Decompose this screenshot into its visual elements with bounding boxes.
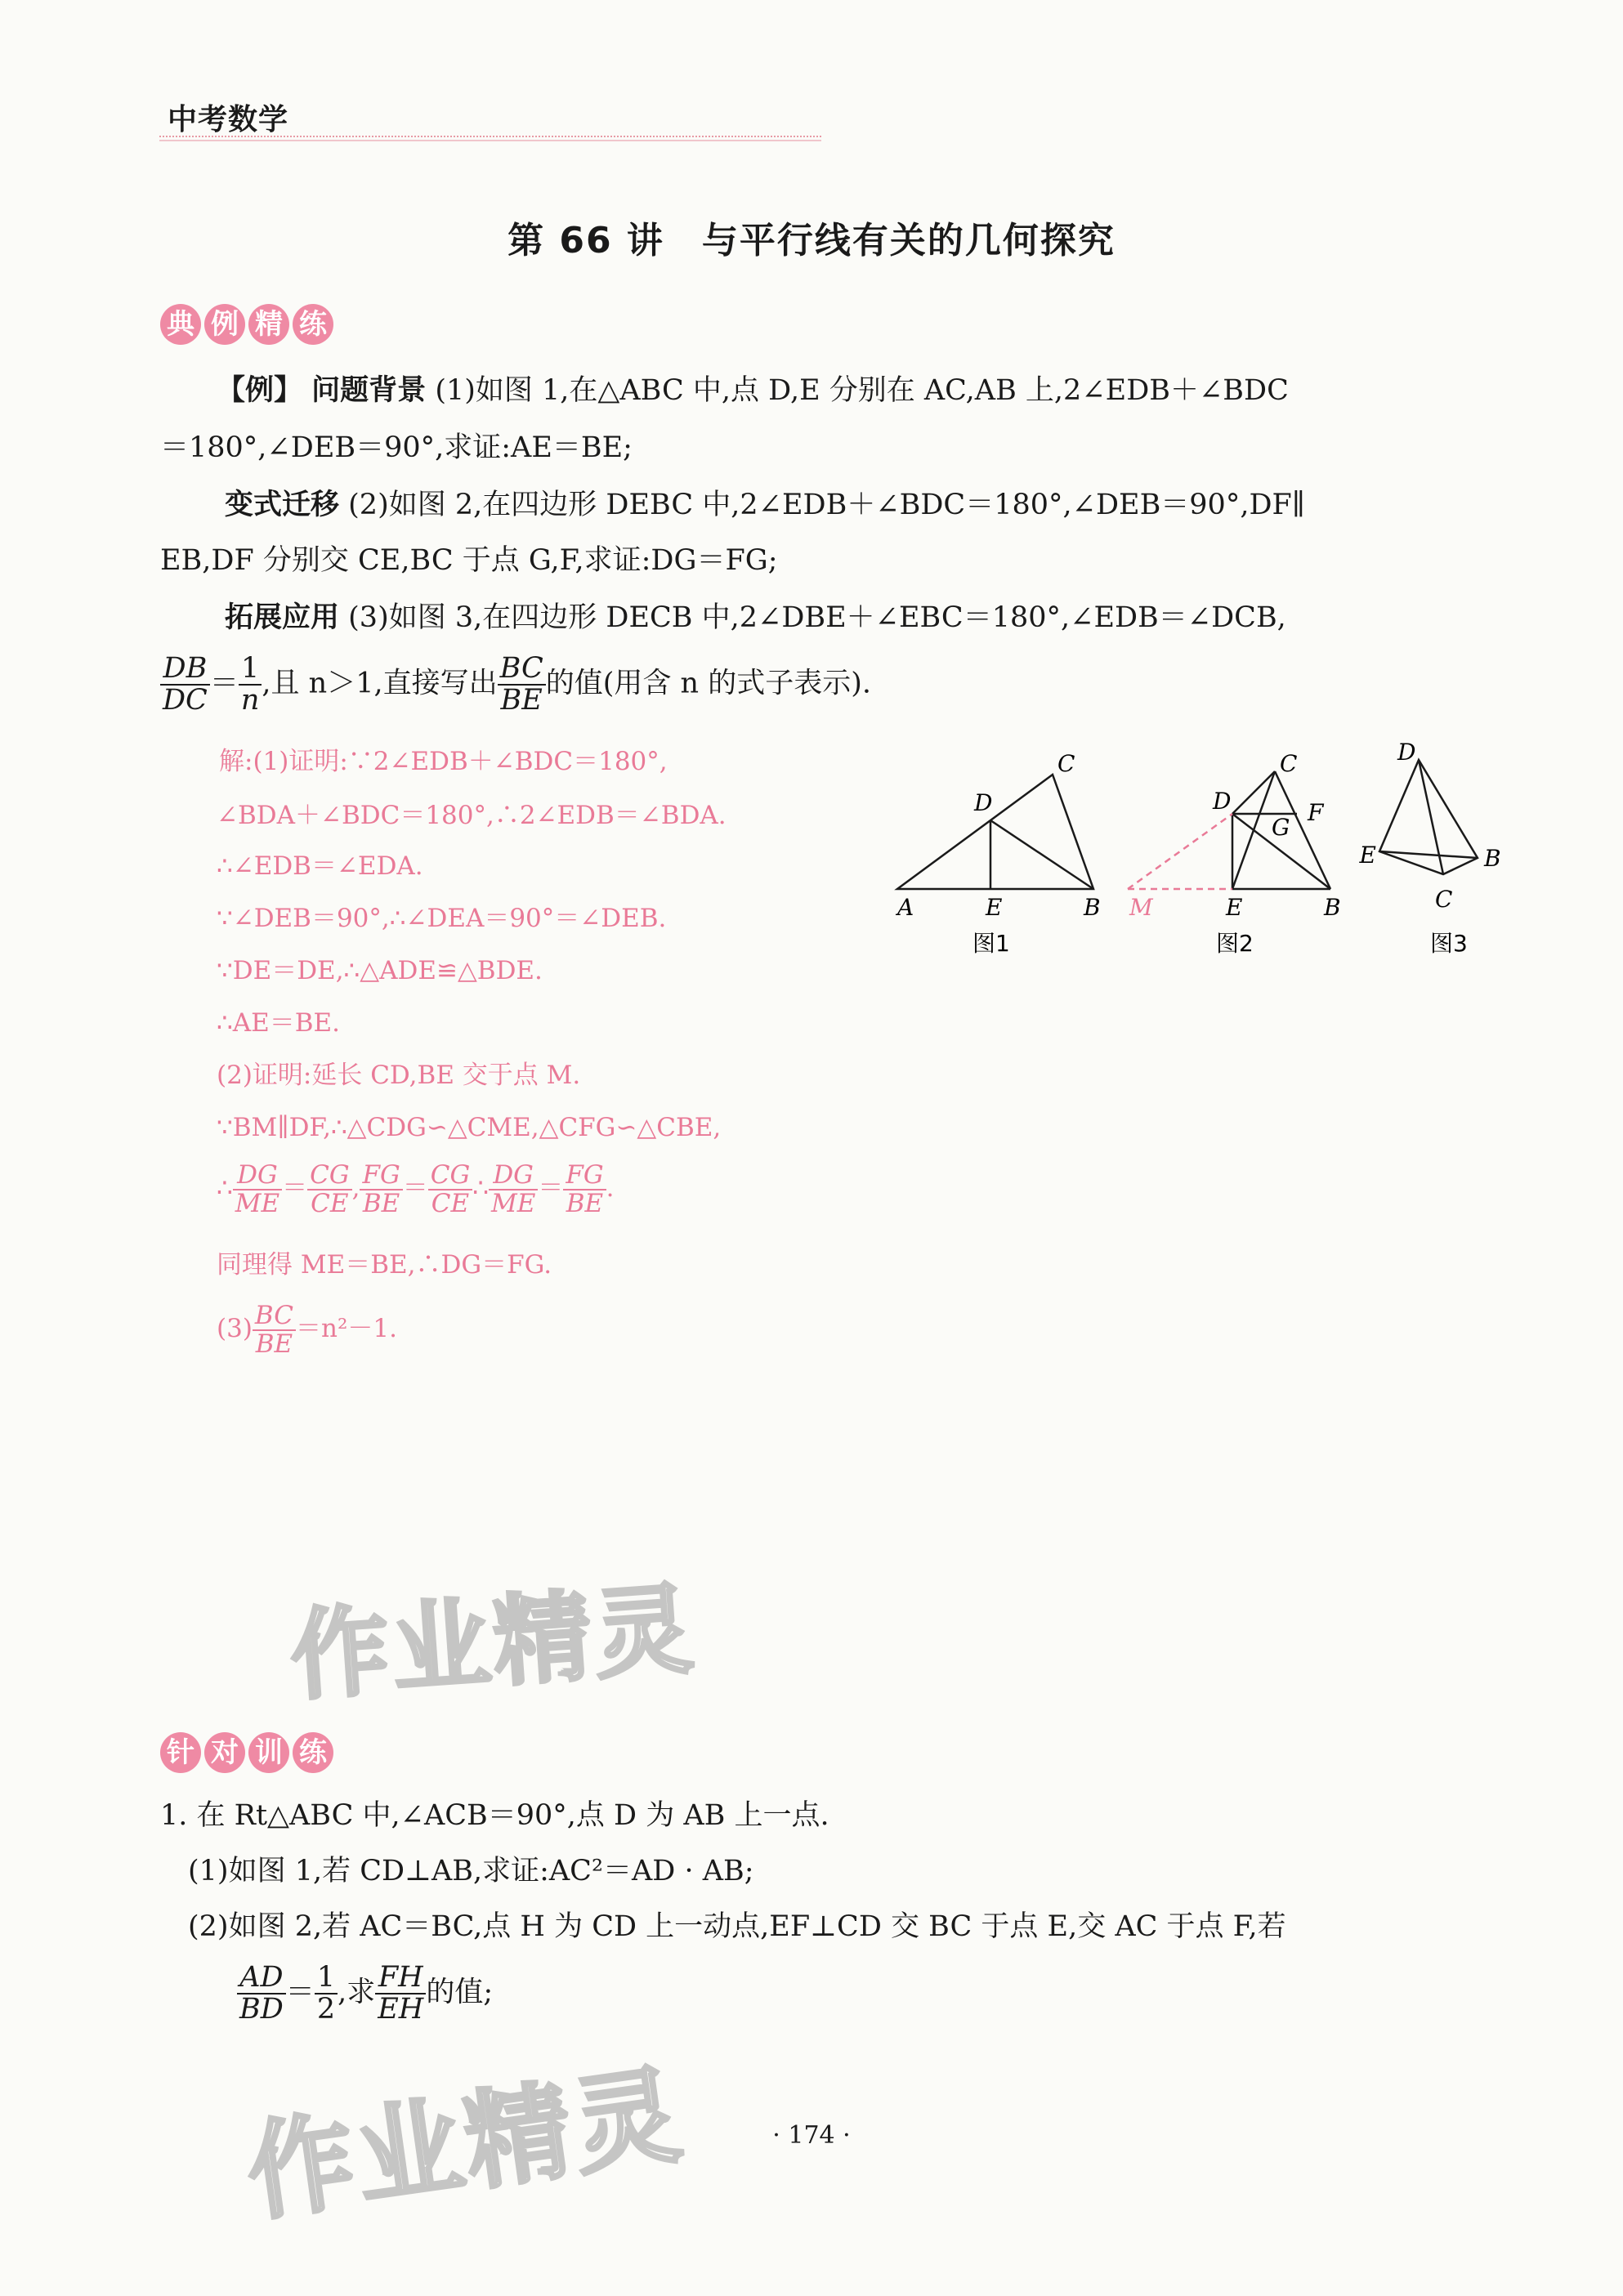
problem-1-q1: (1)如图 1,若 CD⊥AB,求证:AC²＝AD · AB; bbox=[188, 1855, 754, 1887]
example-line-1 bbox=[217, 369, 1289, 412]
figure-3 bbox=[1379, 760, 1478, 874]
example-line-3 bbox=[225, 484, 1305, 526]
problem-1-q2: (2)如图 2,若 AC＝BC,点 H 为 CD 上一动点,EF⊥CD 交 BC 于点 E,交 AC 于点 F,若 bbox=[188, 1910, 1286, 1943]
part2-text-a: (2)如图 2,在四边形 DEBC 中,2∠EDB＋∠BDC＝180°,∠DEB＝90°,DF∥ bbox=[348, 489, 1305, 521]
fig2-caption: 图2 bbox=[1216, 930, 1254, 957]
problem-1-q2-cont: $\frac{AD}{BD}$ ＝ $\frac{1}{2}$ ,求 $\frac{FH}{EH}$ 的值; bbox=[237, 1963, 493, 2025]
watermark: 作业精灵 bbox=[287, 1572, 700, 1715]
fig2-label-b: B bbox=[1324, 894, 1341, 921]
figure-2-construction bbox=[1128, 814, 1232, 889]
part2-heading: 变式迁移 bbox=[225, 489, 340, 521]
fraction-bc-be: $\frac{BC}{BE}$ bbox=[498, 654, 546, 716]
header-divider bbox=[159, 136, 821, 137]
solution-line-11: (3) $\frac{BC}{BE}$ ＝n²－1. bbox=[217, 1301, 397, 1359]
fig2-label-e: E bbox=[1226, 894, 1243, 921]
fig1-label-c: C bbox=[1057, 750, 1075, 777]
badge-char: 精 bbox=[248, 304, 289, 345]
badge-char: 训 bbox=[248, 1732, 289, 1773]
fig1-label-a: A bbox=[897, 894, 914, 921]
part3-heading: 拓展应用 bbox=[225, 601, 340, 634]
solution-line-3: ∴∠EDB＝∠EDA. bbox=[217, 851, 423, 881]
fig3-label-d: D bbox=[1397, 739, 1416, 766]
solution-line-1: 解:(1)证明:∵2∠EDB＋∠BDC＝180°, bbox=[219, 747, 668, 776]
part1-text-b: ＝180°,∠DEB＝90°,求证:AE＝BE; bbox=[160, 431, 633, 464]
fig3-label-e: E bbox=[1359, 842, 1376, 869]
fig2-label-f: F bbox=[1308, 799, 1324, 826]
solution-line-4: ∵∠DEB＝90°,∴∠DEA＝90°＝∠DEB. bbox=[217, 904, 667, 933]
example-figures bbox=[883, 735, 1504, 972]
watermark: 作业精灵 bbox=[239, 2052, 691, 2236]
fig3-caption: 图3 bbox=[1430, 930, 1468, 957]
fig1-label-d: D bbox=[974, 789, 993, 816]
solution-line-10: 同理得 ME＝BE,∴DG＝FG. bbox=[217, 1250, 552, 1280]
section-badge-examples bbox=[160, 304, 333, 345]
part1-text-a: (1)如图 1,在△ABC 中,点 D,E 分别在 AC,AB 上,2∠EDB＋∠BDC bbox=[435, 374, 1289, 407]
example-line-5 bbox=[225, 596, 1286, 639]
badge-char: 针 bbox=[160, 1732, 201, 1773]
part2-text-b: EB,DF 分别交 CE,BC 于点 G,F,求证:DG＝FG; bbox=[160, 544, 778, 577]
solution-line-9: ∴ $\frac{DG}{ME}$ ＝ $\frac{CG}{CE}$ , $\frac{FG}{BE}$ ＝ $\frac{CG}{CE}$ ∴ $\frac{DG}{ME}$ ＝ $\frac{FG}{BE}$ . bbox=[217, 1160, 615, 1218]
figure-1 bbox=[897, 775, 1093, 889]
header-divider-underline bbox=[159, 140, 821, 141]
fig2-label-g: G bbox=[1272, 814, 1290, 841]
solution-line-8: ∵BM∥DF,∴△CDG∽△CME,△CFG∽△CBE, bbox=[217, 1113, 722, 1142]
example-tag: 【例】 bbox=[217, 374, 303, 407]
solution-line-7: (2)证明:延长 CD,BE 交于点 M. bbox=[217, 1061, 581, 1090]
badge-char: 练 bbox=[293, 1732, 333, 1773]
fraction-1-n: $\frac{1}{n}$ bbox=[239, 654, 262, 716]
fig1-caption: 图1 bbox=[972, 930, 1010, 957]
fig1-label-e: E bbox=[986, 894, 1003, 921]
badge-char: 例 bbox=[204, 304, 245, 345]
fig3-label-b: B bbox=[1484, 845, 1501, 872]
page-number: · 174 · bbox=[772, 2121, 851, 2150]
fig2-label-d: D bbox=[1213, 788, 1232, 815]
part3-text-a: (3)如图 3,在四边形 DECB 中,2∠DBE＋∠EBC＝180°,∠EDB＝∠DCB, bbox=[348, 601, 1286, 634]
fraction-db-dc: $\frac{DB}{DC}$ bbox=[160, 654, 210, 716]
lecture-title: 第 66 讲 与平行线有关的几何探究 bbox=[507, 220, 1116, 261]
badge-char: 典 bbox=[160, 304, 201, 345]
fig2-label-c: C bbox=[1280, 750, 1298, 777]
section-badge-practice bbox=[160, 1732, 333, 1773]
badge-char: 练 bbox=[293, 304, 333, 345]
part3-text-b: $\frac{DB}{DC}$ ＝ $\frac{1}{n}$ ,且 n＞1,直接写出 $\frac{BC}{BE}$ 的值(用含 n 的式子表示). bbox=[160, 654, 871, 716]
badge-char: 对 bbox=[204, 1732, 245, 1773]
fig2-label-m: M bbox=[1129, 894, 1153, 921]
solution-line-2: ∠BDA＋∠BDC＝180°,∴2∠EDB＝∠BDA. bbox=[217, 801, 727, 830]
problem-1-stem: 1. 在 Rt△ABC 中,∠ACB＝90°,点 D 为 AB 上一点. bbox=[160, 1799, 829, 1832]
header-label: 中考数学 bbox=[168, 103, 289, 136]
fig3-label-c: C bbox=[1435, 886, 1453, 913]
fig1-label-b: B bbox=[1084, 894, 1101, 921]
solution-line-6: ∴AE＝BE. bbox=[217, 1008, 341, 1038]
solution-line-5: ∵DE＝DE,∴△ADE≌△BDE. bbox=[217, 956, 543, 985]
part1-heading: 问题背景 bbox=[311, 374, 427, 407]
